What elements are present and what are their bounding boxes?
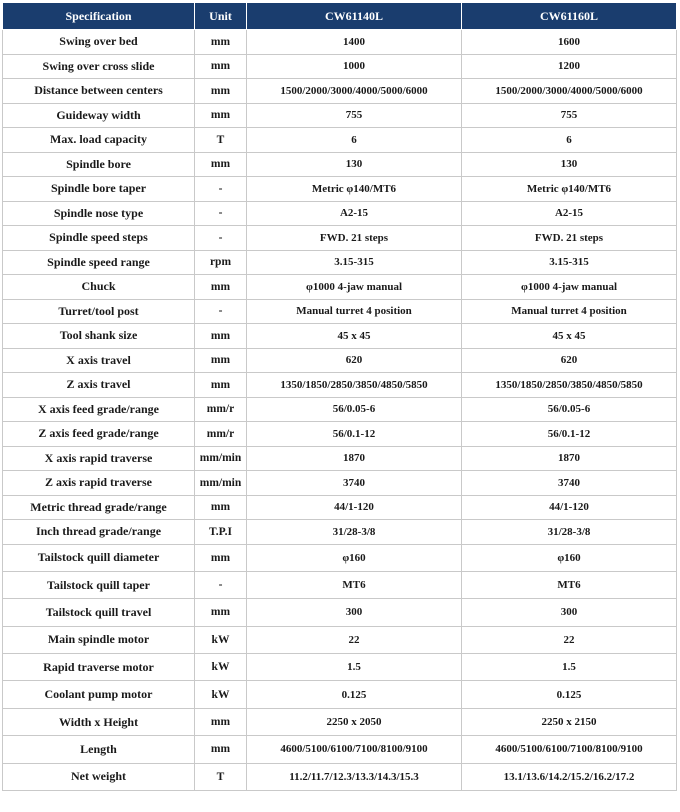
spec-cell: Swing over cross slide [3,54,195,79]
model-a-cell: 56/0.1-12 [247,422,462,447]
spec-table [2,2,677,791]
table-body [3,30,677,791]
table-row [3,422,677,447]
model-b-cell: 1350/1850/2850/3850/4850/5850 [462,373,677,398]
model-b-cell: 300 [462,599,677,626]
spec-cell: Tailstock quill taper [3,571,195,598]
model-a-cell: FWD. 21 steps [247,226,462,251]
model-b-cell: 6 [462,128,677,153]
model-a-cell: 2250 x 2050 [247,708,462,735]
table-row [3,201,677,226]
unit-cell: - [195,177,247,202]
spec-cell: Coolant pump motor [3,681,195,708]
table-row [3,544,677,571]
model-a-cell: 44/1-120 [247,495,462,520]
spec-cell: Tailstock quill travel [3,599,195,626]
header-specification: Specification [3,3,195,30]
unit-cell: mm [195,348,247,373]
unit-cell: - [195,299,247,324]
table-row [3,152,677,177]
unit-cell: mm/r [195,422,247,447]
table-row [3,299,677,324]
table-row [3,177,677,202]
unit-cell: mm [195,79,247,104]
model-b-cell: FWD. 21 steps [462,226,677,251]
table-row [3,348,677,373]
model-a-cell: A2-15 [247,201,462,226]
spec-cell: Spindle speed range [3,250,195,275]
model-a-cell: Metric φ140/MT6 [247,177,462,202]
model-a-cell: 1350/1850/2850/3850/4850/5850 [247,373,462,398]
unit-cell: kW [195,681,247,708]
spec-cell: Length [3,736,195,763]
table-row [3,495,677,520]
model-b-cell: 3.15-315 [462,250,677,275]
model-b-cell: 3740 [462,471,677,496]
model-a-cell: 31/28-3/8 [247,520,462,545]
spec-cell: Chuck [3,275,195,300]
unit-cell: mm [195,30,247,55]
model-a-cell: 3740 [247,471,462,496]
model-b-cell: 45 x 45 [462,324,677,349]
table-row [3,708,677,735]
model-b-cell: 1600 [462,30,677,55]
model-a-cell: 1400 [247,30,462,55]
unit-cell: kW [195,626,247,653]
table-row [3,471,677,496]
table-row [3,54,677,79]
unit-cell: kW [195,654,247,681]
unit-cell: mm [195,736,247,763]
model-b-cell: φ160 [462,544,677,571]
table-row [3,763,677,790]
unit-cell: mm/min [195,446,247,471]
unit-cell: mm [195,324,247,349]
model-a-cell: 1000 [247,54,462,79]
table-row [3,520,677,545]
unit-cell: mm [195,152,247,177]
unit-cell: mm/r [195,397,247,422]
model-a-cell: 1.5 [247,654,462,681]
spec-cell: Spindle bore [3,152,195,177]
model-a-cell: 6 [247,128,462,153]
table-row [3,30,677,55]
unit-cell: T [195,128,247,153]
model-a-cell: 56/0.05-6 [247,397,462,422]
model-b-cell: 4600/5100/6100/7100/8100/9100 [462,736,677,763]
unit-cell: mm [195,708,247,735]
model-b-cell: 1.5 [462,654,677,681]
unit-cell: rpm [195,250,247,275]
table-row [3,599,677,626]
model-a-cell: 755 [247,103,462,128]
spec-cell: Swing over bed [3,30,195,55]
unit-cell: - [195,201,247,226]
table-row [3,373,677,398]
spec-cell: Max. load capacity [3,128,195,153]
model-b-cell: 130 [462,152,677,177]
spec-cell: Net weight [3,763,195,790]
model-b-cell: 56/0.05-6 [462,397,677,422]
unit-cell: mm [195,373,247,398]
spec-cell: Main spindle motor [3,626,195,653]
model-b-cell: MT6 [462,571,677,598]
model-b-cell: 1200 [462,54,677,79]
spec-cell: Spindle bore taper [3,177,195,202]
model-a-cell: φ1000 4-jaw manual [247,275,462,300]
model-a-cell: 1500/2000/3000/4000/5000/6000 [247,79,462,104]
model-a-cell: 45 x 45 [247,324,462,349]
table-header-row [3,3,677,30]
unit-cell: - [195,226,247,251]
spec-cell: Spindle nose type [3,201,195,226]
model-a-cell: 4600/5100/6100/7100/8100/9100 [247,736,462,763]
model-a-cell: 22 [247,626,462,653]
model-b-cell: 44/1-120 [462,495,677,520]
spec-cell: Distance between centers [3,79,195,104]
model-a-cell: 3.15-315 [247,250,462,275]
spec-cell: Metric thread grade/range [3,495,195,520]
spec-cell: X axis feed grade/range [3,397,195,422]
spec-cell: Z axis rapid traverse [3,471,195,496]
model-b-cell: 13.1/13.6/14.2/15.2/16.2/17.2 [462,763,677,790]
header-model-b: CW61160L [462,3,677,30]
spec-cell: Inch thread grade/range [3,520,195,545]
spec-cell: X axis travel [3,348,195,373]
model-b-cell: 31/28-3/8 [462,520,677,545]
spec-cell: Z axis travel [3,373,195,398]
table-row [3,79,677,104]
model-a-cell: MT6 [247,571,462,598]
model-b-cell: 1870 [462,446,677,471]
unit-cell: T [195,763,247,790]
table-row [3,128,677,153]
spec-cell: Spindle speed steps [3,226,195,251]
model-b-cell: 2250 x 2150 [462,708,677,735]
unit-cell: mm [195,275,247,300]
model-b-cell: Metric φ140/MT6 [462,177,677,202]
table-row [3,736,677,763]
model-a-cell: 300 [247,599,462,626]
model-a-cell: 11.2/11.7/12.3/13.3/14.3/15.3 [247,763,462,790]
unit-cell: mm [195,495,247,520]
table-row [3,324,677,349]
table-row [3,103,677,128]
model-b-cell: 620 [462,348,677,373]
unit-cell: mm [195,544,247,571]
table-row [3,446,677,471]
table-row [3,571,677,598]
model-b-cell: 56/0.1-12 [462,422,677,447]
unit-cell: mm [195,103,247,128]
model-a-cell: 130 [247,152,462,177]
header-model-a: CW61140L [247,3,462,30]
spec-cell: Turret/tool post [3,299,195,324]
model-a-cell: φ160 [247,544,462,571]
unit-cell: mm [195,54,247,79]
spec-cell: Tailstock quill diameter [3,544,195,571]
model-b-cell: φ1000 4-jaw manual [462,275,677,300]
spec-cell: Guideway width [3,103,195,128]
table-row [3,397,677,422]
unit-cell: mm/min [195,471,247,496]
spec-cell: Rapid traverse motor [3,654,195,681]
model-b-cell: 755 [462,103,677,128]
model-b-cell: A2-15 [462,201,677,226]
model-a-cell: Manual turret 4 position [247,299,462,324]
spec-cell: Width x Height [3,708,195,735]
model-b-cell: Manual turret 4 position [462,299,677,324]
table-row [3,275,677,300]
model-a-cell: 1870 [247,446,462,471]
header-unit: Unit [195,3,247,30]
unit-cell: mm [195,599,247,626]
table-row [3,226,677,251]
table-row [3,250,677,275]
unit-cell: - [195,571,247,598]
spec-cell: Z axis feed grade/range [3,422,195,447]
table-row [3,681,677,708]
model-b-cell: 0.125 [462,681,677,708]
model-b-cell: 22 [462,626,677,653]
spec-cell: X axis rapid traverse [3,446,195,471]
unit-cell: T.P.I [195,520,247,545]
spec-cell: Tool shank size [3,324,195,349]
table-row [3,654,677,681]
model-b-cell: 1500/2000/3000/4000/5000/6000 [462,79,677,104]
model-a-cell: 620 [247,348,462,373]
model-a-cell: 0.125 [247,681,462,708]
table-row [3,626,677,653]
